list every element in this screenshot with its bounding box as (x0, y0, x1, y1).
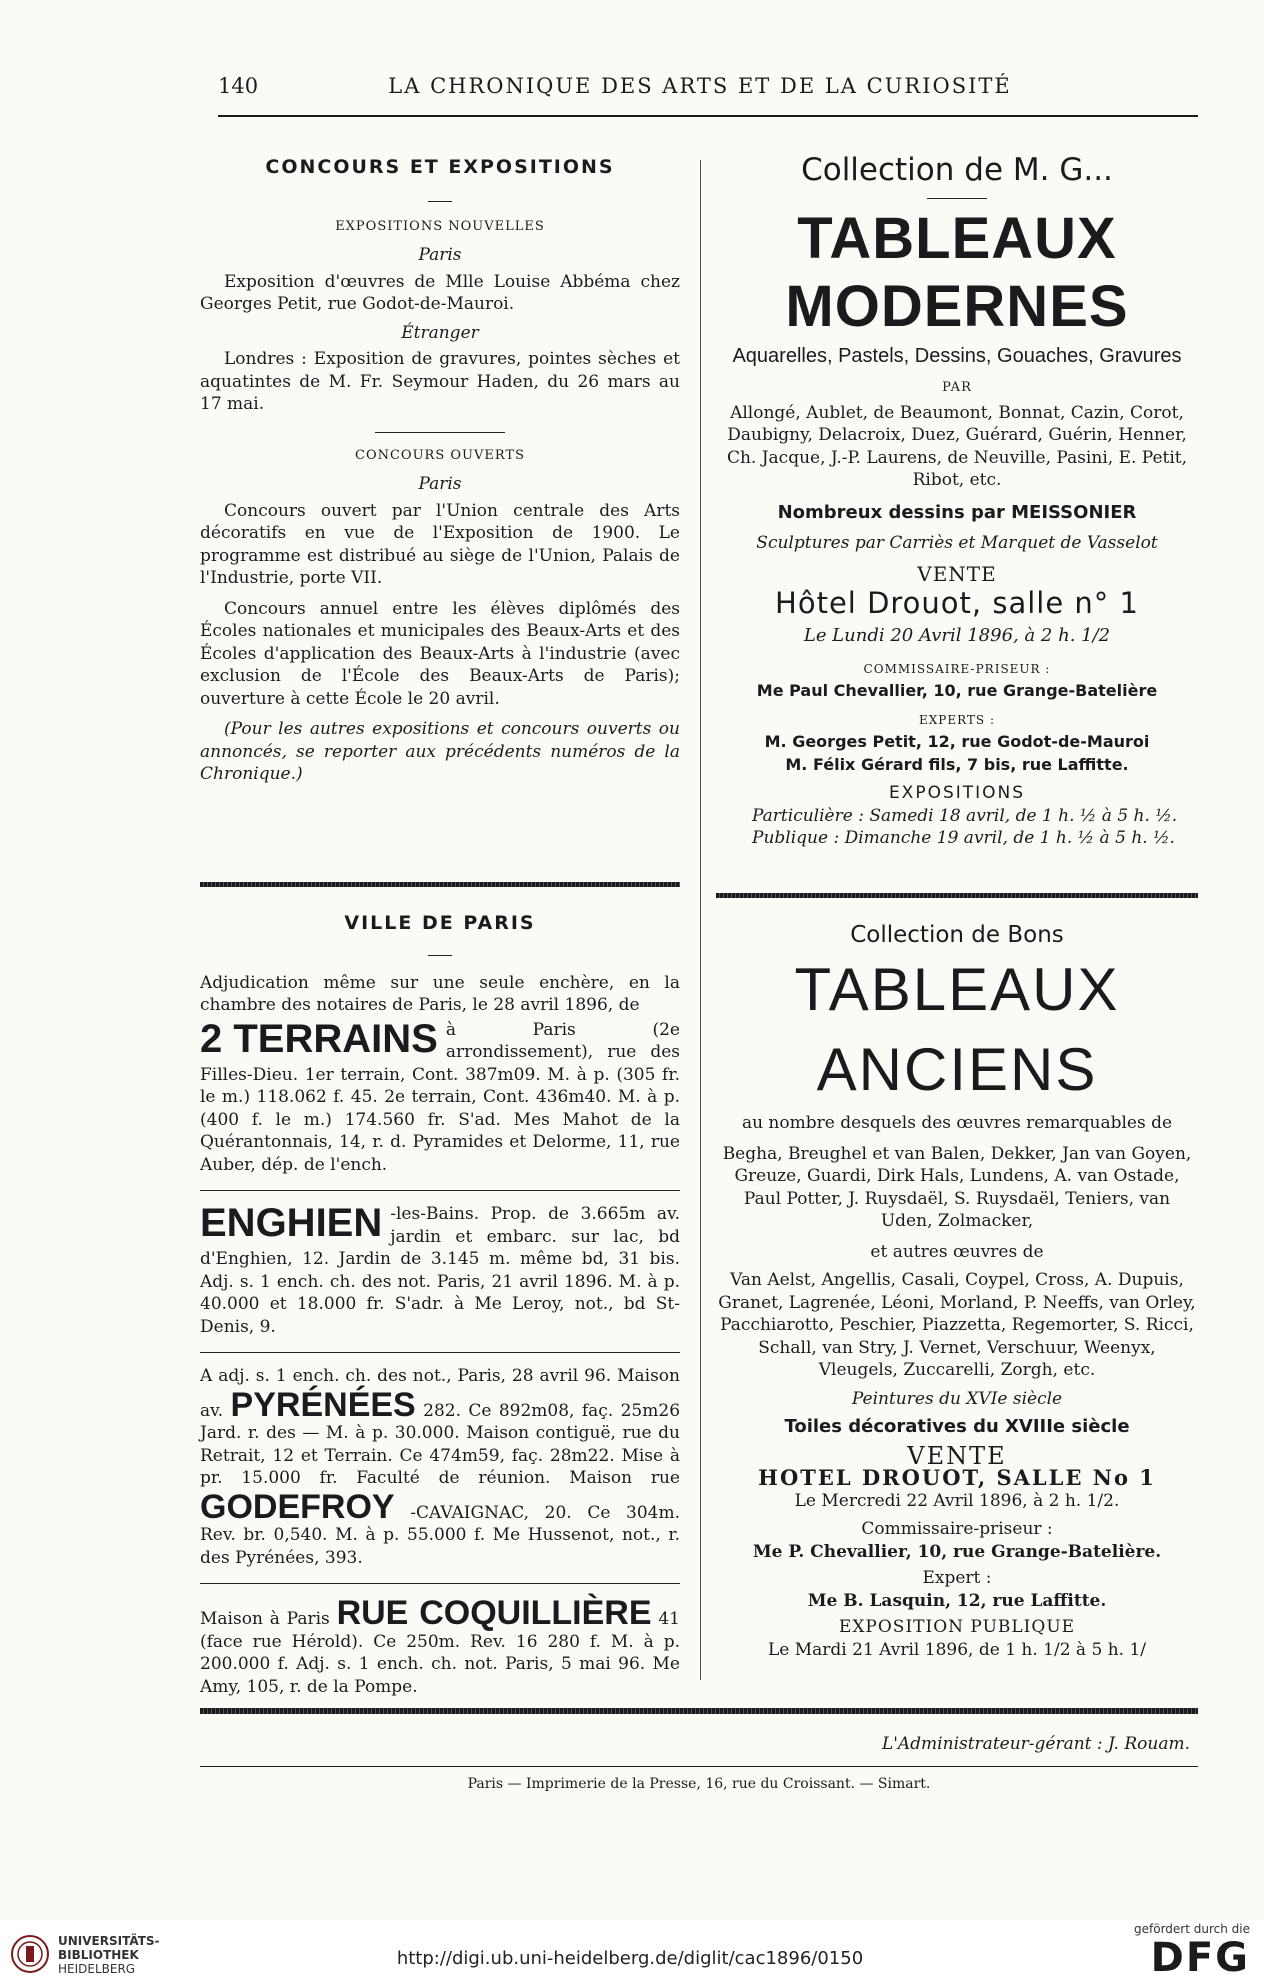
adj2-end: -CAVAIGNAC, 20. Ce 304m. Rev. br. 0,540. M. à p. 55.000 f. Me Hussenot, not., r. des Pyrénées, 393. (200, 1502, 681, 1568)
expo-publique: Publique : Dimanche 19 avril, de 1 h. ½ à 5 h. ½. (752, 828, 1175, 848)
paris-subheading: Paris (418, 245, 462, 265)
hotel-drouot-2: HOTEL DROUOT, SALLE No 1 (758, 1465, 1156, 1490)
chevallier-2: Me P. Chevallier, 10, rue Grange-Batelière. (752, 1541, 1162, 1562)
adj-intro: Adjudication même sur une seule enchère, en la chambre des notaires de Paris, le 28 avril 1896, de (200, 972, 680, 1015)
londres-text: Londres : Exposition de gravures, pointes sèches et aquatintes de M. Fr. Seymour Haden, du 26 mars au 17 mai. (200, 349, 680, 414)
short-rule-2 (428, 955, 452, 956)
left-column (200, 150, 680, 786)
expo-nouvelles-heading: EXPOSITIONS NOUVELLES (335, 218, 545, 234)
coquilliere-ad (200, 1596, 680, 1698)
peintures-line: Peintures du XVIe siècle (851, 1388, 1063, 1409)
sale-date-2: Le Mercredi 22 Avril 1896, à 2 h. 1/2. (794, 1490, 1120, 1511)
ad-rule (200, 1190, 680, 1191)
concours-heading: CONCOURS ET EXPOSITIONS (265, 156, 615, 178)
univ-line-2: BIBLIOTHEK (58, 1948, 139, 1962)
enghien-display: ENGHIEN (200, 1201, 383, 1245)
au-nombre: au nombre desquels des œuvres remarquables de (741, 1113, 1173, 1133)
autres-oeuvres: et autres œuvres de (870, 1241, 1044, 1262)
concours-union: Concours ouvert par l'Union centrale des Arts décoratifs en vue de l'Exposition de 1900. Le programme est distribué au siège de l'Union, Palais de l'Industrie, porte VII. (200, 500, 680, 588)
short-rule (428, 201, 452, 202)
expo-particuliere: Particulière : Samedi 18 avril, de 1 h. ½ à 5 h. ½. (752, 805, 1178, 826)
artists-anciens-1: Begha, Breughel et van Balen, Dekker, Jan van Goyen, Greuze, Guardi, Dirk Hals, Lundens, A. van Ostade, Paul Potter, J. Ruysdaël, S. Ruysdaël, Teniers, van Uden, Zolmacker, (722, 1143, 1192, 1231)
page-number: 140 (218, 74, 259, 98)
footer-rule (200, 1766, 1198, 1767)
source-url-link[interactable]: http://digi.ub.uni-heidelberg.de/diglit/cac1896/0150 (396, 1948, 864, 1969)
column-divider (700, 160, 701, 1680)
par-label: PAR (942, 380, 972, 395)
expert-gerard: M. Félix Gérard fils, 7 bis, rue Laffitte. (785, 754, 1129, 774)
ad-rule-3 (200, 1583, 680, 1584)
gefordert-label: gefördert durch die (1134, 1922, 1250, 1936)
concours-ouverts-heading: CONCOURS OUVERTS (355, 447, 525, 463)
commissaire-label-2: Commissaire-priseur : (861, 1519, 1053, 1539)
vente-label-2: VENTE (907, 1441, 1007, 1470)
collection-title-2: Collection de Bons (850, 922, 1064, 948)
thick-rule-right (716, 893, 1198, 898)
expo-abbema: Exposition d'œuvres de Mlle Louise Abbéma chez Georges Petit, rue Godot-de-Mauroi. (200, 271, 680, 314)
enghien-ad (200, 1203, 680, 1338)
expert-label-2: Expert : (922, 1568, 992, 1588)
coq-intro: Maison à Paris (200, 1609, 330, 1629)
header-rule (218, 115, 1198, 117)
note-text: (Pour les autres expositions et concours ouverts ou annoncés, se reporter aux précédents numéros de la Chronique.) (200, 719, 680, 784)
expert-petit: M. Georges Petit, 12, rue Godot-de-Mauroi (764, 732, 1150, 751)
sculptures-line: Sculptures par Carriès et Marquet de Vasselot (756, 533, 1158, 553)
coq-text: 41 (face rue Hérold). Ce 250m. Rev. 16 280 f. M. à p. 200.000 f. Adj. s. 1 ench. ch. not. Paris, 5 mai 96. Me Amy, 105, r. de la Pompe. (200, 1609, 680, 1697)
terrains-ad (200, 1016, 680, 1177)
dfg-logo: DFG (1150, 1935, 1250, 1981)
footer-thick-rule (200, 1708, 1198, 1714)
expositions-label: EXPOSITIONS (888, 783, 1026, 803)
artists-anciens-2: Van Aelst, Angellis, Casali, Coypel, Cross, A. Dupuis, Granet, Lagrenée, Léoni, Morland, P. Neeffs, van Orley, Pacchiarotto, Peschier, Piazzetta, Regemorter, S. Ricci, Schall, van Stry, J. Vernet, Verschuur, Weenyx, Vleugels, Zuccarelli, Zorgh, etc. (718, 1270, 1196, 1380)
short-rule-r (927, 198, 987, 199)
university-label (58, 1934, 160, 1976)
artists-modernes: Allongé, Aublet, de Beaumont, Bonnat, Cazin, Corot, Daubigny, Delacroix, Duez, Guérard, Guérin, Henner, Ch. Jacque, J.-P. Laurens, de Neuville, Pasini, E. Petit, Ribot, etc. (726, 402, 1188, 490)
pyrenees-display: PYRÉNÉES (230, 1385, 416, 1424)
experts-label: EXPERTS : (918, 712, 996, 727)
toiles-line: Toiles décoratives du XVIIIe siècle (784, 1416, 1130, 1437)
collection-title-1: Collection de M. G... (801, 152, 1113, 188)
etranger-subheading: Étranger (401, 322, 479, 343)
imprimerie-line: Paris — Imprimerie de la Presse, 16, rue du Croissant. — Simart. (467, 1776, 931, 1792)
university-seal-icon (10, 1934, 50, 1974)
hotel-drouot-1: Hôtel Drouot, salle n° 1 (775, 586, 1139, 620)
right-column-2 (712, 920, 1202, 1661)
right-column (712, 150, 1202, 850)
sale-date-1: Le Lundi 20 Avril 1896, à 2 h. 1/2 (803, 625, 1111, 646)
ville-section (200, 912, 680, 1698)
godefroy-display: GODEFROY (200, 1487, 395, 1526)
tableaux-anciens: TABLEAUX ANCIENS (794, 956, 1120, 1103)
univ-line-3: HEIDELBERG (58, 1962, 136, 1976)
coquilliere-display: RUE COQUILLIÈRE (336, 1594, 652, 1632)
exposition-publique: EXPOSITION PUBLIQUE (838, 1617, 1076, 1637)
pyrenees-ad (200, 1365, 680, 1569)
terrains-text: à Paris (2e arrondissement), rue des Filles-Dieu. 1er terrain, Cont. 387m09. M. à p. (305 fr. le m.) 118.062 f. 45. 2e terrain, Cont. 436m40. M. à p. (400 f. le m.) 174.560 fr. S'ad. Mes Mahot de la Quérantonnais, 14, r. d. Pyramides et Delorme, 11, rue Auber, dép. de l'ench. (200, 1019, 680, 1175)
journal-title: LA CHRONIQUE DES ARTS ET DE LA CURIOSITÉ (388, 74, 1012, 98)
enghien-text: -les-Bains. Prop. de 3.665m av. jardin et embarc. sur lac, bd d'Enghien, 12. Jardin de 3.145 m. même bd, 31 bis. Adj. s. 1 ench. ch. des not. Paris, 21 avril 1896. M. à p. 40.000 et 18.000 fr. S'adr. à Me Leroy, not., bd St-Denis, 9. (200, 1204, 680, 1337)
sale-date-3: Le Mardi 21 Avril 1896, de 1 h. 1/2 à 5 h. 1/ (768, 1639, 1146, 1660)
terrains-display: 2 TERRAINS (200, 1016, 438, 1061)
section-rule (375, 432, 505, 433)
aquarelles-line: Aquarelles, Pastels, Dessins, Gouaches, Gravures (732, 345, 1182, 367)
ad-rule-2 (200, 1352, 680, 1353)
concours-ecoles: Concours annuel entre les élèves diplômés des Écoles nationales et municipales des Beaux-Arts et des Écoles d'application des Beaux-Arts à l'industrie (avec exclusion de l'École des Beaux-Arts de Paris); ouverture à cette École le 20 avril. (200, 598, 680, 709)
adj2-mid: 282. Ce 892m08, faç. 25m26 Jard. r. des — M. à p. 30.000. Maison contiguë, rue du Retrait, 12 et Terrain. Ce 474m59, faç. 28m22. Mise à pr. 15.000 fr. Faculté de réunion. Maison rue (200, 1400, 681, 1488)
vente-label-1: VENTE (917, 561, 997, 586)
commissaire-label-1: COMMISSAIRE-PRISEUR : (863, 661, 1051, 676)
tableaux-modernes: TABLEAUX MODERNES (785, 206, 1129, 339)
paris-subheading-2: Paris (418, 474, 462, 494)
thick-rule-left (200, 882, 680, 887)
univ-line-1: UNIVERSITÄTS- (58, 1934, 160, 1948)
administrator-line: L'Administrateur-gérant : J. Rouam. (881, 1734, 1190, 1754)
chevallier-1: Me Paul Chevallier, 10, rue Grange-Batelière (756, 681, 1158, 700)
adj2-intro: A adj. s. 1 ench. ch. des not., Paris, 28 avril 96. Maison av. (200, 1366, 680, 1421)
meissonier-line: Nombreux dessins par MEISSONIER (777, 501, 1137, 523)
ville-heading: VILLE DE PARIS (344, 912, 536, 934)
expert-lasquin: Me B. Lasquin, 12, rue Laffitte. (807, 1590, 1107, 1611)
